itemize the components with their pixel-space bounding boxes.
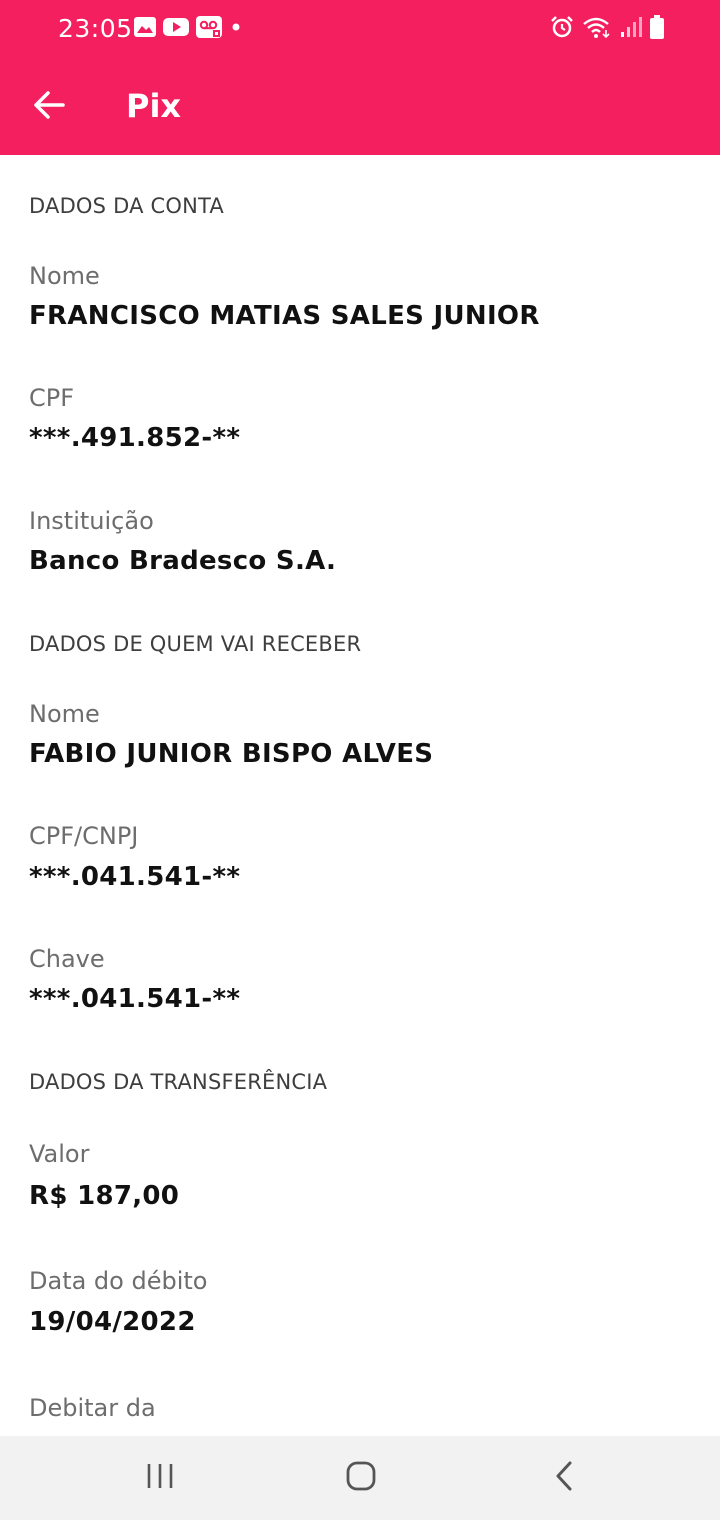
section-header-conta: DADOS DA CONTA bbox=[29, 194, 224, 218]
section-header-transferencia: DADOS DA TRANSFERÊNCIA bbox=[29, 1070, 328, 1094]
status-time: 23:05 bbox=[58, 14, 133, 43]
page-title: Pix bbox=[126, 87, 182, 125]
amount-value: R$ 187,00 bbox=[29, 1181, 180, 1211]
payer-bank-label: Instituição bbox=[29, 507, 154, 535]
debit-account-label: Debitar da bbox=[29, 1394, 156, 1422]
payee-document-value: ***.041.541-** bbox=[29, 862, 241, 892]
youtube-icon bbox=[163, 17, 189, 41]
back-button[interactable] bbox=[26, 86, 72, 128]
arrow-left-icon bbox=[33, 90, 65, 124]
status-bar bbox=[0, 0, 720, 58]
back-icon bbox=[553, 1460, 575, 1496]
recents-button[interactable] bbox=[130, 1458, 190, 1498]
recents-icon bbox=[145, 1462, 175, 1494]
status-left-icons bbox=[134, 17, 243, 41]
payer-name-value: FRANCISCO MATIAS SALES JUNIOR bbox=[29, 301, 540, 331]
payee-key-label: Chave bbox=[29, 945, 105, 973]
payee-name-value: FABIO JUNIOR BISPO ALVES bbox=[29, 739, 434, 769]
payee-key-value: ***.041.541-** bbox=[29, 984, 241, 1014]
payee-document-label: CPF/CNPJ bbox=[29, 822, 139, 850]
section-header-recebedor: DADOS DE QUEM VAI RECEBER bbox=[29, 632, 362, 656]
alarm-icon bbox=[550, 15, 574, 43]
status-right-icons bbox=[550, 16, 664, 42]
payee-name-label: Nome bbox=[29, 700, 100, 728]
amount-label: Valor bbox=[29, 1140, 90, 1168]
battery-icon bbox=[650, 15, 664, 43]
app-bar bbox=[0, 58, 720, 155]
system-nav-bar bbox=[0, 1436, 720, 1520]
debit-date-label: Data do débito bbox=[29, 1267, 208, 1295]
signal-icon bbox=[620, 16, 642, 42]
voicemail-icon bbox=[196, 16, 222, 42]
wifi-icon bbox=[582, 15, 612, 43]
payer-bank-value: Banco Bradesco S.A. bbox=[29, 546, 337, 576]
nav-back-button[interactable] bbox=[534, 1458, 594, 1498]
debit-date-value: 19/04/2022 bbox=[29, 1307, 196, 1337]
home-button[interactable] bbox=[331, 1458, 391, 1498]
home-icon bbox=[345, 1460, 377, 1496]
payer-cpf-value: ***.491.852-** bbox=[29, 423, 241, 453]
gallery-icon bbox=[134, 17, 156, 41]
pix-details bbox=[0, 155, 720, 1436]
dot-icon bbox=[229, 17, 243, 41]
payer-name-label: Nome bbox=[29, 262, 100, 290]
payer-cpf-label: CPF bbox=[29, 384, 75, 412]
